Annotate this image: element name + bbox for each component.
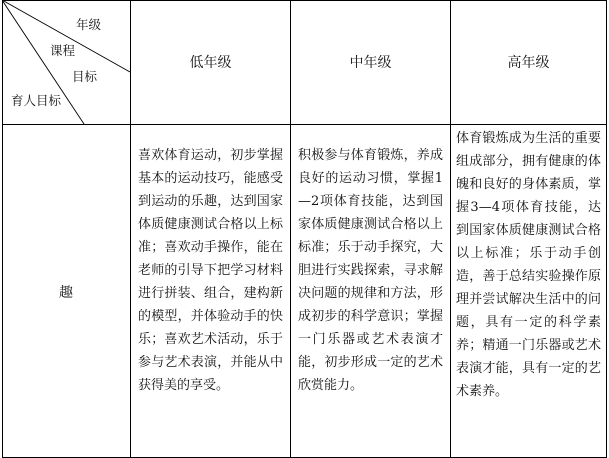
- column-header-upper-grade: 高年级: [507, 55, 550, 71]
- diagonal-header-cell: [2, 0, 130, 124]
- cell-lower-grade-goals: 喜欢体育运动，初步掌握基本的运动技巧，能感受到运动的乐趣，达到国家体质健康测试合格以上标准；喜欢动手操作，能在老师的引导下把学习材料进行拼装、组合，建构新的模型，并体验动手的快乐；喜欢艺术活动，乐于参与艺术表演，并能从中获得美的享受。: [138, 148, 283, 393]
- cell-middle-grade-goals: 积极参与体育锻炼，养成良好的运动习惯，掌握1—2项体育技能，达到国家体质健康测试合格以上标准；乐于动手探究，大胆进行实践探索，寻求解决问题的规律和方法，形成初步的科学意识；掌握一门乐器或艺术表演才能，初步形成一定的艺术欣赏能力。: [298, 148, 443, 393]
- table-right-border: [606, 0, 607, 458]
- cell-upper-grade-goals: 体育锻炼成为生活的重要组成部分，拥有健康的体魄和良好的身体素质，掌握3—4项体育技能，达到国家体质健康测试合格以上标准；乐于动手创造，善于总结实验操作原理并尝试解决生活中的问题，具有一定的科学素养；精通一门乐器或艺术表演才能，具有一定的艺术素养。: [456, 131, 601, 399]
- row-label-interest: 趣: [59, 284, 73, 301]
- column-header-middle-grade: 中年级: [349, 55, 392, 71]
- diagonal-line-upper: [2, 0, 130, 72]
- header-goal-label: 目标: [72, 69, 98, 84]
- column-header-lower-grade: 低年级: [189, 55, 232, 71]
- header-course-label: 课程: [50, 43, 76, 58]
- header-education-goal-label: 育人目标: [11, 93, 62, 108]
- header-grade-label: 年级: [76, 17, 102, 32]
